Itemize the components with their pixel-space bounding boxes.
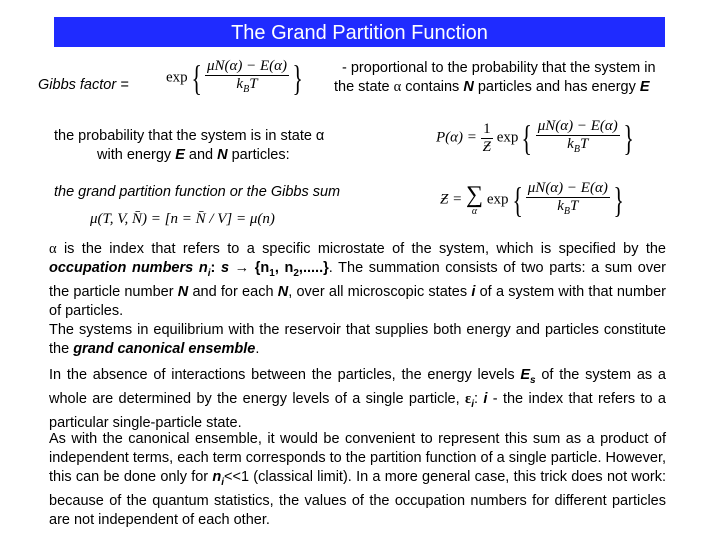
gibbs-factor-label: Gibbs factor = — [38, 77, 129, 93]
exp-label: exp — [166, 69, 188, 86]
title-bar — [54, 17, 665, 47]
probability-line1: the probability that the system is in state α — [54, 128, 325, 144]
probability-line2: with energy E and N particles: — [97, 147, 290, 163]
right-brace-icon: } — [623, 118, 634, 158]
gibbs-factor-formula — [166, 58, 306, 98]
page-title: The Grand Partition Function — [231, 22, 488, 44]
probability-text — [54, 127, 324, 165]
right-brace-icon: } — [613, 180, 624, 220]
paragraph-energy-levels: In the absence of interactions between the particles, the energy levels $E_s$ of the system as a whole are determined by the energy levels of a single particle, $\varepsilon_i$: i - the index that refers to a particular single-particle state. — [49, 367, 666, 431]
left-brace-icon: { — [191, 58, 202, 98]
sum-symbol: ∑ α — [465, 182, 484, 217]
one-over-z: $\frac{1}{Ƶ}$ — [482, 120, 491, 155]
chemical-potential-formula: μ(T, V, N̄) = [n = N̄ / V] = μ(n) — [90, 211, 275, 227]
right-brace-icon: } — [292, 58, 303, 98]
paragraph-microstate: α is the index that refers to a specific microstate of the system, which is specified by the occupation numbers $n_i$: $s \to \{n_1$, $n_2$,.....}. The summation consists of two parts: a sum over the particle number N and for each N, over all microscopic states i of a system with that number of particles. — [49, 241, 667, 319]
gibbs-denominator: $k_BT$ — [236, 76, 258, 95]
grand-sum-formula: Ƶ = ∑ α exp{ $\frac{\mu N(\alpha) - E(\alpha)}{k_BT}$ } — [440, 180, 624, 220]
gibbs-fraction — [205, 58, 289, 98]
paragraph-canonical-ensemble: As with the canonical ensemble, it would be convenient to represent this sum as a product of independent terms, each term corresponds to the partition function of a single particle. However, this can be done only for $n_i<<1$ (classical limit). In a more general case, this trick does not work: because of the quantum statistics, the values of the occupation numbers for different particles are not independent of each other. — [49, 431, 666, 528]
grand-partition-heading: the grand partition function or the Gibbs sum — [54, 184, 341, 200]
proportional-note-line1: - proportional to the probability that the system in — [342, 60, 656, 76]
paragraph-grand-canonical: The systems in equilibrium with the reservoir that supplies both energy and particles constitute the grand canonical ensemble. — [49, 322, 666, 357]
probability-formula: P(α) = $\frac{1}{Ƶ}$ exp{ $\frac{\mu N(\alpha) - E(\alpha)}{k_BT}$ } — [436, 118, 634, 158]
gibbs-numerator: μN(α) − E(α) — [206, 58, 287, 74]
left-brace-icon: { — [521, 118, 533, 158]
probability-lhs: P(α) = — [436, 129, 477, 146]
proportional-note-line2: the state α contains N particles and has energy E — [334, 79, 650, 95]
left-brace-icon: { — [511, 180, 523, 220]
proportional-note — [334, 59, 694, 97]
